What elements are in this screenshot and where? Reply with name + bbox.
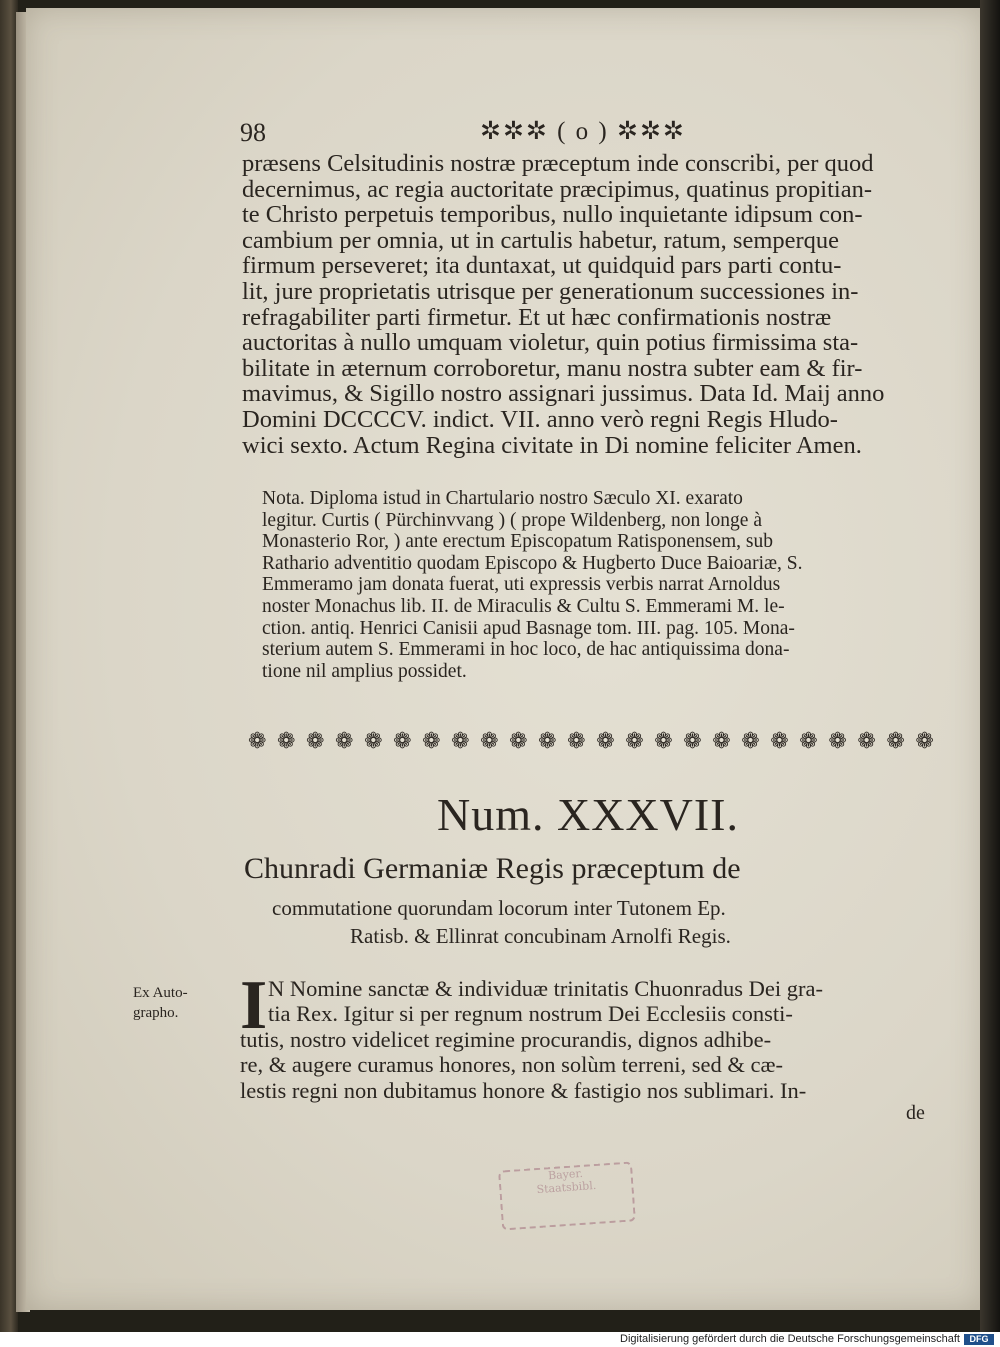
footer-credit: Digitalisierung gefördert durch die Deutsche Forschungsgemeinschaft <box>620 1333 960 1345</box>
document-title-line-3: Ratisb. & Ellinrat concubinam Arnolfi Regis. <box>350 924 731 948</box>
divider-ornament-glyph: ❁ <box>248 729 267 754</box>
library-stamp <box>498 1161 636 1230</box>
body-line: decernimus, ac regia auctoritate præcipimus, quatinus propitian- <box>242 175 872 203</box>
divider-ornament-glyph: ❁ <box>480 729 499 754</box>
document-line: tia Rex. Igitur si per regnum nostrum Dei Ecclesiis consti- <box>268 1001 793 1027</box>
catchword: de <box>906 1102 925 1124</box>
document-line: tutis, nostro videlicet regimine procurandis, dignos adhibe- <box>240 1026 772 1052</box>
document-line: re, & augere curamus honores, non solùm terreni, sed & cæ- <box>240 1052 783 1078</box>
divider-ornament-glyph: ❁ <box>915 729 934 754</box>
body-line: lit, jure proprietatis utrisque per generationum successiones in- <box>242 277 859 305</box>
divider-ornament-glyph: ❁ <box>683 729 702 754</box>
body-line: te Christo perpetuis temporibus, nullo inquietante idipsum con- <box>242 201 863 229</box>
page-number: 98 <box>240 118 266 147</box>
divider-ornament-glyph: ❁ <box>306 729 325 754</box>
document-number-heading: Num. XXXVII. <box>436 789 739 840</box>
body-line: wici sexto. Actum Regina civitate in Di nomine feliciter Amen. <box>242 431 862 459</box>
margin-note-line: grapho. <box>133 1005 179 1021</box>
divider-ornament-glyph: ❁ <box>538 729 557 754</box>
divider-ornament-glyph: ❁ <box>712 729 731 754</box>
drop-initial: I <box>240 967 268 1044</box>
margin-note-line: Ex Auto- <box>133 985 188 1001</box>
divider-ornament-glyph: ❁ <box>799 729 818 754</box>
nota-line: Nota. Diploma istud in Chartulario nostro Sæculo XI. exarato <box>262 488 743 509</box>
body-line: firmum perseveret; ita duntaxat, ut quidquid pars parti contu- <box>242 252 842 280</box>
body-line: præsens Celsitudinis nostræ præceptum inde conscribi, per quod <box>242 150 874 177</box>
stamp-line: Staatsbibl. <box>536 1178 597 1197</box>
document-title-line-2: commutatione quorundam locorum inter Tutonem Ep. <box>272 896 726 920</box>
body-text <box>242 151 934 458</box>
divider-ornament-glyph: ❁ <box>770 729 789 754</box>
dfg-logo: DFG <box>964 1334 994 1345</box>
document-title-line-1: Chunradi Germaniæ Regis præceptum de <box>244 852 741 885</box>
divider-ornament-glyph: ❁ <box>364 729 383 754</box>
document-line: lestis regni non dubitamus honore & fastigio nos sublimari. In- <box>240 1077 807 1103</box>
ornamental-divider <box>248 728 934 756</box>
divider-ornament-glyph: ❁ <box>393 729 412 754</box>
divider-ornament-glyph: ❁ <box>277 729 296 754</box>
divider-ornament-glyph: ❁ <box>857 729 876 754</box>
body-line: Domini DCCCCV. indict. VII. anno verò regni Regis Hludo- <box>242 405 838 433</box>
header-ornament: ✲✲✲ ( o ) ✲✲✲ <box>480 118 686 145</box>
body-line: bilitate in æternum corroboretur, manu nostra subter eam & fir- <box>242 354 863 382</box>
nota-line: Rathario adventitio quodam Episcopo & Hugberto Duce Baioariæ, S. <box>262 552 803 574</box>
divider-ornament-glyph: ❁ <box>654 729 673 754</box>
nota-line: sterium autem S. Emmerami in hoc loco, de hac antiquissima dona- <box>262 639 790 661</box>
nota-line: tione nil amplius possidet. <box>262 660 467 682</box>
body-line: cambium per omnia, ut in cartulis habetur, ratum, semperque <box>242 226 840 254</box>
divider-ornament-glyph: ❁ <box>509 729 528 754</box>
document-text <box>240 976 934 1103</box>
nota-text <box>262 488 934 682</box>
divider-ornament-glyph: ❁ <box>596 729 615 754</box>
body-line: mavimus, & Sigillo nostro assignari jussimus. Data Id. Maij anno <box>242 380 885 408</box>
divider-ornament-glyph: ❁ <box>422 729 441 754</box>
divider-ornament-glyph: ❁ <box>741 729 760 754</box>
divider-ornament-glyph: ❁ <box>451 729 470 754</box>
divider-ornament-glyph: ❁ <box>886 729 905 754</box>
nota-line: Emmeramo jam donata fuerat, uti expressis verbis narrat Arnoldus <box>262 574 781 596</box>
margin-note <box>133 983 188 1023</box>
nota-line: legitur. Curtis ( Pürchinvvang ) ( prope Wildenberg, non longe à <box>262 509 762 531</box>
nota-line: Monasterio Ror, ) ante erectum Episcopatum Ratisponensem, sub <box>262 531 773 553</box>
stamp-line: Bayer. <box>547 1166 584 1183</box>
divider-ornament-glyph: ❁ <box>828 729 847 754</box>
document-line: N Nomine sanctæ & individuæ trinitatis Chuonradus Dei gra- <box>268 976 823 1001</box>
nota-line: ction. antiq. Henrici Canisii apud Basnage tom. III. pag. 105. Mona- <box>262 617 795 639</box>
nota-line: noster Monachus lib. II. de Miraculis & Cultu S. Emmerami M. le- <box>262 595 785 617</box>
body-line: refragabiliter parti firmetur. Et ut hæc confirmationis nostræ <box>242 303 832 331</box>
divider-ornament-glyph: ❁ <box>567 729 586 754</box>
divider-ornament-glyph: ❁ <box>625 729 644 754</box>
scan-right-edge <box>980 0 1000 1332</box>
body-line: auctoritas à nullo umquam violetur, quin potius firmissima sta- <box>242 329 859 357</box>
divider-ornament-glyph: ❁ <box>335 729 354 754</box>
